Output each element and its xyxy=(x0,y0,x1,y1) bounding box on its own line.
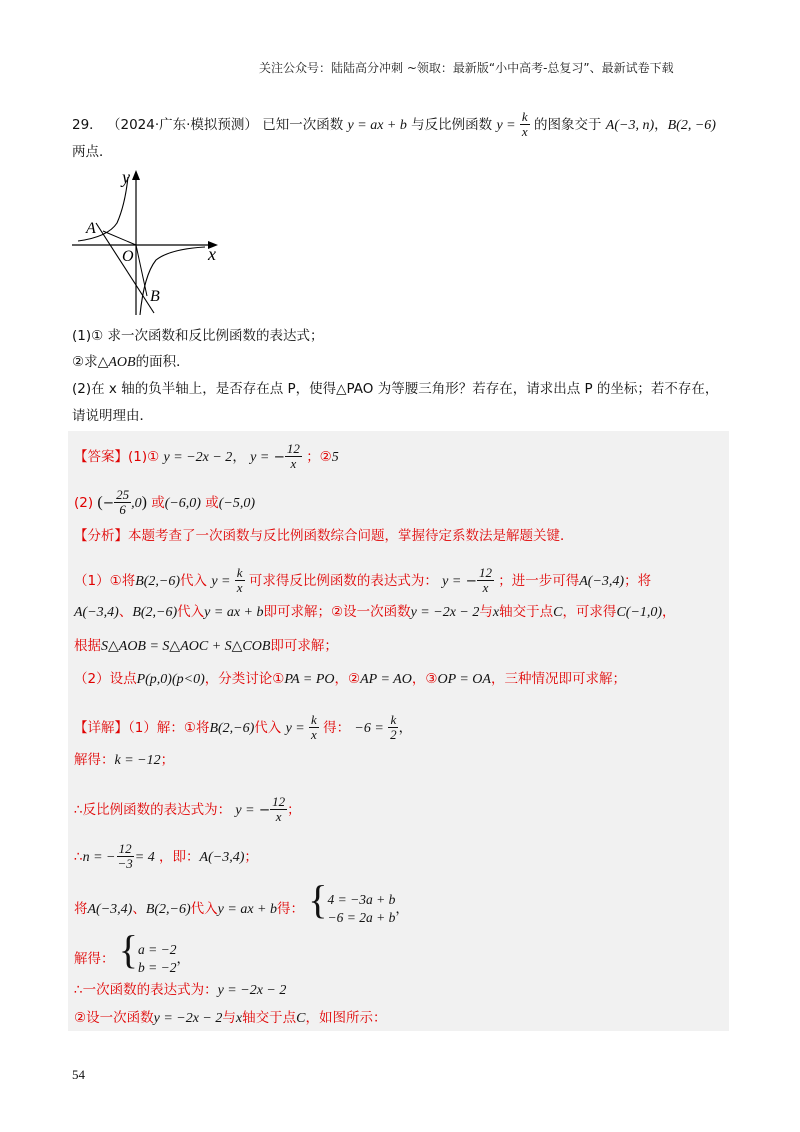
question-1: (1)① 求一次函数和反比例函数的表达式； xyxy=(72,328,324,344)
analysis-line-1: （1）①将B(2,−6)代入 y = $\frac{k}{x}$ 可求得反比例函数的表达式为： y = − $\frac{12}{x}$ ；进一步可得A(−3,4)；将 xyxy=(74,565,652,596)
linear-line xyxy=(96,223,154,313)
reciprocal-lhs: y = xyxy=(496,117,516,133)
segment-oa xyxy=(103,231,136,245)
problem-source: （2024·广东·模拟预测） xyxy=(106,116,258,133)
detail-line-6: 解得： { a = −2 b = −2 ， xyxy=(74,927,190,975)
problem-line-2: 两点． xyxy=(72,144,113,160)
detail-line-5: 将A(−3,4)、B(2,−6)代入y = ax + b得： { 4 = −3a + b −6 = 2a + b ， xyxy=(74,877,409,925)
linear-function: y = ax + b xyxy=(347,117,407,133)
analysis-line-4: （2）设点P(p,0)(p<0)，分类讨论①PA = PO，②AP = AO，③OP = OA，三种情况即可求解； xyxy=(74,671,626,687)
analysis-line-3: 根据S△AOB = S△AOC + S△COB即可求解； xyxy=(74,638,338,654)
problem-line-1: 29． （2024·广东·模拟预测） 已知一次函数 y = ax + b 与反比例函数 y = $\frac{k}{x}$ 的图象交于 A(−3, n)，B(2, −6) xyxy=(72,109,716,140)
analysis-line-2: A(−3,4)、B(2,−6)代入y = ax + b即可求解；②设一次函数y = −2x − 2与x轴交于点C，可求得C(−1,0)， xyxy=(74,604,676,620)
problem-text: 与反比例函数 xyxy=(411,116,493,133)
answer-line-2: (2) (− $\frac{25}{6}$ ,0) 或(−6,0) 或(−5,0) xyxy=(74,487,256,518)
reciprocal-fraction: $\frac{k}{x}$ xyxy=(521,109,528,140)
x-axis-label: x xyxy=(208,244,216,264)
detail-line-8: ②设一次函数y = −2x − 2与x轴交于点C，如图所示： xyxy=(74,1010,387,1026)
detail-line-4: ∴n = − $\frac{12}{-3}$ = 4 ，即：A(−3,4)； xyxy=(74,841,258,872)
point-b-label: B xyxy=(150,288,160,305)
detail-line-7: ∴一次函数的表达式为：y = −2x − 2 xyxy=(74,982,287,998)
problem-number: 29． xyxy=(72,116,103,133)
y-axis-arrow xyxy=(132,170,140,180)
question-2-line-1: (2)在 x 轴的负半轴上，是否存在点 P，使得△PAO 为等腰三角形？若存在，请求出点 P 的坐标；若不存在， xyxy=(72,381,719,397)
analysis-line-0: 【分析】本题考查了一次函数与反比例函数综合问题，掌握待定系数法是解题关键． xyxy=(74,528,574,544)
problem-text: 的图象交于 xyxy=(534,116,602,133)
y-axis-label: y xyxy=(122,167,130,187)
detail-line-2: 解得：k = −12； xyxy=(74,752,175,768)
answer-line-1: 【答案】(1)① y = −2x − 2， y = − $\frac{12}{x}$ ；②5 xyxy=(74,441,339,472)
function-graph xyxy=(70,165,230,320)
page-header: 关注公众号：陆陆高分冲刺 ~领取：最新版“小中高考-总复习”、最新试卷下载 xyxy=(259,61,674,75)
page-number: 54 xyxy=(72,1067,85,1082)
point-b: B(2, −6) xyxy=(667,117,716,133)
question-2-line-2: 请说明理由． xyxy=(72,408,153,424)
point-a: A(−3, n) xyxy=(605,117,655,133)
detail-line-3: ∴反比例函数的表达式为： y = − $\frac{12}{x}$ ； xyxy=(74,794,301,825)
origin-label: O xyxy=(122,248,134,265)
problem-text: 已知一次函数 xyxy=(262,116,344,133)
point-a-label: A xyxy=(86,220,96,237)
question-1b: ②求△AOB的面积． xyxy=(72,354,190,370)
detail-line-1: 【详解】（1）解：①将B(2,−6)代入 y = $\frac{k}{x}$ 得： −6 = $\frac{k}{2}$ ， xyxy=(74,712,413,743)
answer-tag: 【答案】 xyxy=(74,448,128,465)
